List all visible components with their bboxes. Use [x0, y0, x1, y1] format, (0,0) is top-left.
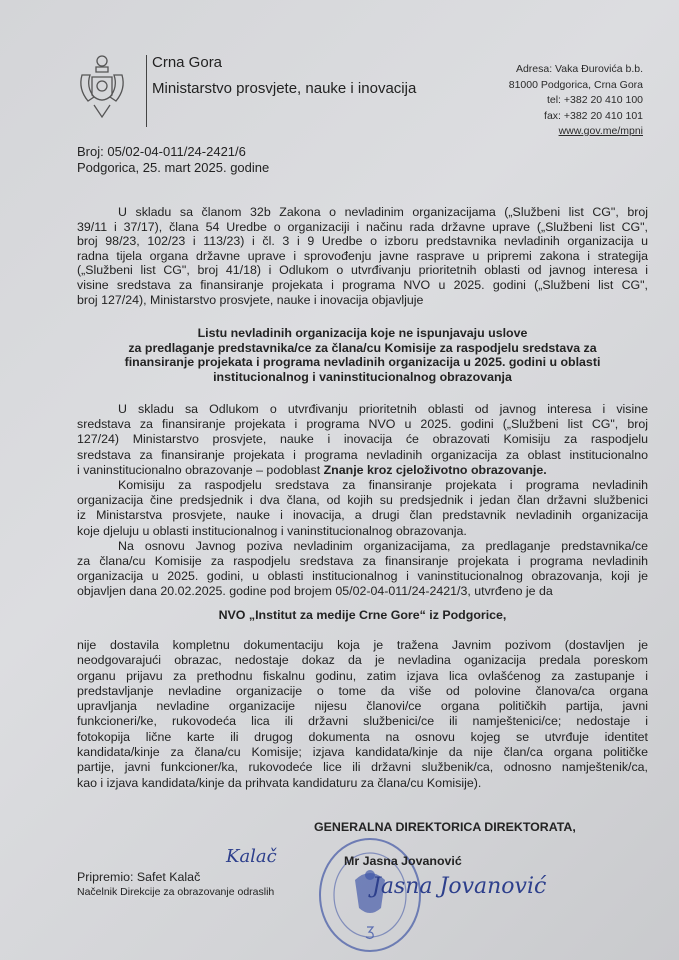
text-line: objavljen dana 20.02.2025. godine pod brojem 05/02-04-011/24-2421/3, utvrđeno je da — [77, 584, 553, 599]
text-line: broj 98/23, 102/23 i 113/23) i čl. 3 i 9 Uredbe o izboru predstavnika nevladinih organizacija u — [77, 234, 648, 249]
ministry-name: Ministarstvo prosvjete, nauke i inovacija — [152, 80, 417, 97]
coat-of-arms-icon — [76, 53, 128, 121]
address-line: Adresa: Vaka Đurovića b.b. — [515, 63, 643, 75]
text-line: kandidata/kinje za člana/cu Komisije; izjava kandidata/kinje da nije član/ca organa političke — [77, 745, 648, 760]
text-line — [77, 463, 648, 478]
list-heading — [77, 326, 648, 384]
text-line: organu prijavu za prethodnu fiskalnu godinu, zatim izjava lica ovlašćenog za zastupanje i — [77, 668, 648, 683]
text-line: U skladu sa članom 32b Zakona o nevladinim organizacijama („Službeni list CG", broj — [118, 205, 648, 219]
text-line: 127/24) Ministarstvo prosvjete, nauke i inovacija će obrazovati Komisiju za raspodjelu — [77, 432, 648, 447]
country-name: Crna Gora — [152, 54, 223, 71]
phone: tel: +382 20 410 100 — [546, 94, 643, 106]
text-line: nije dostavila kompletnu dokumentaciju koja je tražena Javnim pozivom (dostavljen je — [77, 638, 648, 652]
organization-name-block — [77, 608, 648, 623]
text-line: neodgovarajući obrazac, nedostaje dokaz da je nevladina oganizacija predala poreskom — [77, 653, 648, 668]
organization-name: NVO „Institut za medije Crne Gore“ iz Podgorice, — [218, 608, 507, 622]
heading-line: finansiranje projekata i programa nevladinih organizacija u 2025. godini u oblasti — [124, 355, 601, 370]
heading-line: Listu nevladinih organizacija koje ne ispunjavaju uslove — [197, 326, 528, 340]
text-line: („Službeni list CG", broj 41/18) i Odlukom o utvrđivanju prioritetnih oblasti od javnog interesa i — [77, 263, 648, 278]
text-line: kao i izjava kandidata/kinje da prihvata kandidaturu za člana/cu Komisije). — [77, 775, 482, 790]
reason-paragraph — [77, 638, 648, 791]
letterhead-divider — [146, 55, 147, 127]
text-line: broj 127/24), Ministarstvo prosvjete, nauke i inovacija objavljuje — [77, 292, 424, 307]
heading-line: institucionalnog i vaninstitucionalnog obrazovanja — [213, 369, 512, 384]
text-line: sredstava za finansiranje projekata i programa nevladinih organizacija za oblast institucionalno — [77, 447, 648, 462]
handwritten-signature: Jasna Jovanović — [372, 874, 547, 899]
prepared-by: Pripremio: Safet Kalač — [77, 870, 201, 884]
text-line: U skladu sa Odlukom o utvrđivanju prioritetnih oblasti od javnog interesa i visine — [118, 402, 648, 416]
intro-paragraph — [77, 205, 648, 307]
heading-line: za predlaganje predstavnika/ce za člana/cu Komisije za raspodjelu sredstava za — [128, 340, 597, 355]
subarea-name: Znanje kroz cjeloživotno obrazovanje. — [323, 462, 547, 477]
signatory-name: Mr Jasna Jovanović — [344, 854, 462, 868]
text-line: koje djeluju u oblasti institucionalnog i vaninstitucionalnog obrazovanja. — [77, 523, 467, 538]
text-line: partije, javni funkcioner/ka, rukovodeće lice ili državni službenik/ca, odnosno namještenik/ca, — [77, 760, 648, 775]
text-line: Komisiju za raspodjelu sredstava za finansiranje projekata i programa nevladinih — [118, 478, 648, 493]
text-line: visine sredstava za finansiranje projekata i programa NVO u 2025. godini („Službeni list CG", — [77, 277, 648, 292]
text-line: upravljanja nevladine organizacije nijesu članovi/ce organa političkih partija, javni — [77, 699, 648, 714]
document-number: Broj: 05/02-04-011/24-2421/6 — [77, 144, 246, 159]
text-line: Na osnovu Javnog poziva nevladinim organizacijama, za predlaganje predstavnika/ce — [118, 538, 648, 553]
fax: fax: +382 20 410 101 — [544, 109, 643, 122]
text-line: predstavljanje nevladine organizacije o tome da više od polovine članova/ca organa — [77, 683, 648, 698]
text-line: sredstava za finansiranje projekata i programa NVO u 2025. godini („Službeni list CG", broj — [77, 417, 648, 432]
document-meta — [77, 144, 269, 176]
text-span: i vaninstitucionalno obrazovanje – podoblast — [77, 462, 324, 477]
address-block — [509, 62, 643, 140]
text-line: 39/11 i 37/17), člana 54 Uredbe o organizaciji i načinu rada državne uprave („Službeni list CG", — [77, 219, 648, 234]
preparer-role: Načelnik Direkcije za obrazovanje odraslih — [77, 886, 275, 898]
text-line: za člana/cu Komisije za raspodjelu sredstava za finansiranje projekata i programa nevladinih — [77, 554, 648, 569]
text-line: organizacija čine predsjednik i dva člana, od kojih su predsjednik i jedan član državni službenici — [77, 493, 648, 508]
website-link[interactable]: www.gov.me/mpni — [558, 125, 643, 137]
body-paragraphs — [77, 402, 648, 600]
text-line: organizacija u 2025. godini, u oblasti institucionalnog i vaninstitucionalnog obrazovanja, koji je — [77, 569, 648, 584]
text-line: funkcioneri/ke, rukovodeća lica ili državni službenici/ce ili namještenici/ce; nedostaje i — [77, 714, 648, 729]
text-line: radna tijela organa državne uprave i sprovođenju javne rasprave u pripremi zakona i strategija — [77, 248, 648, 263]
address-line: 81000 Podgorica, Crna Gora — [508, 78, 643, 91]
text-line: fotokopija lične karte ili drugog dokumenta na osnovu kojeg se utvrđuje identitet — [77, 729, 648, 744]
preparer-signature: Kalač — [226, 846, 277, 867]
signatory-title: GENERALNA DIREKTORICA DIREKTORATA, — [314, 820, 576, 834]
text-line: iz Ministarstva prosvjete, nauke i inovacija, a drugi član predstavnik nevladinih organizacija — [77, 508, 648, 523]
document-date: Podgorica, 25. mart 2025. godine — [77, 160, 270, 175]
